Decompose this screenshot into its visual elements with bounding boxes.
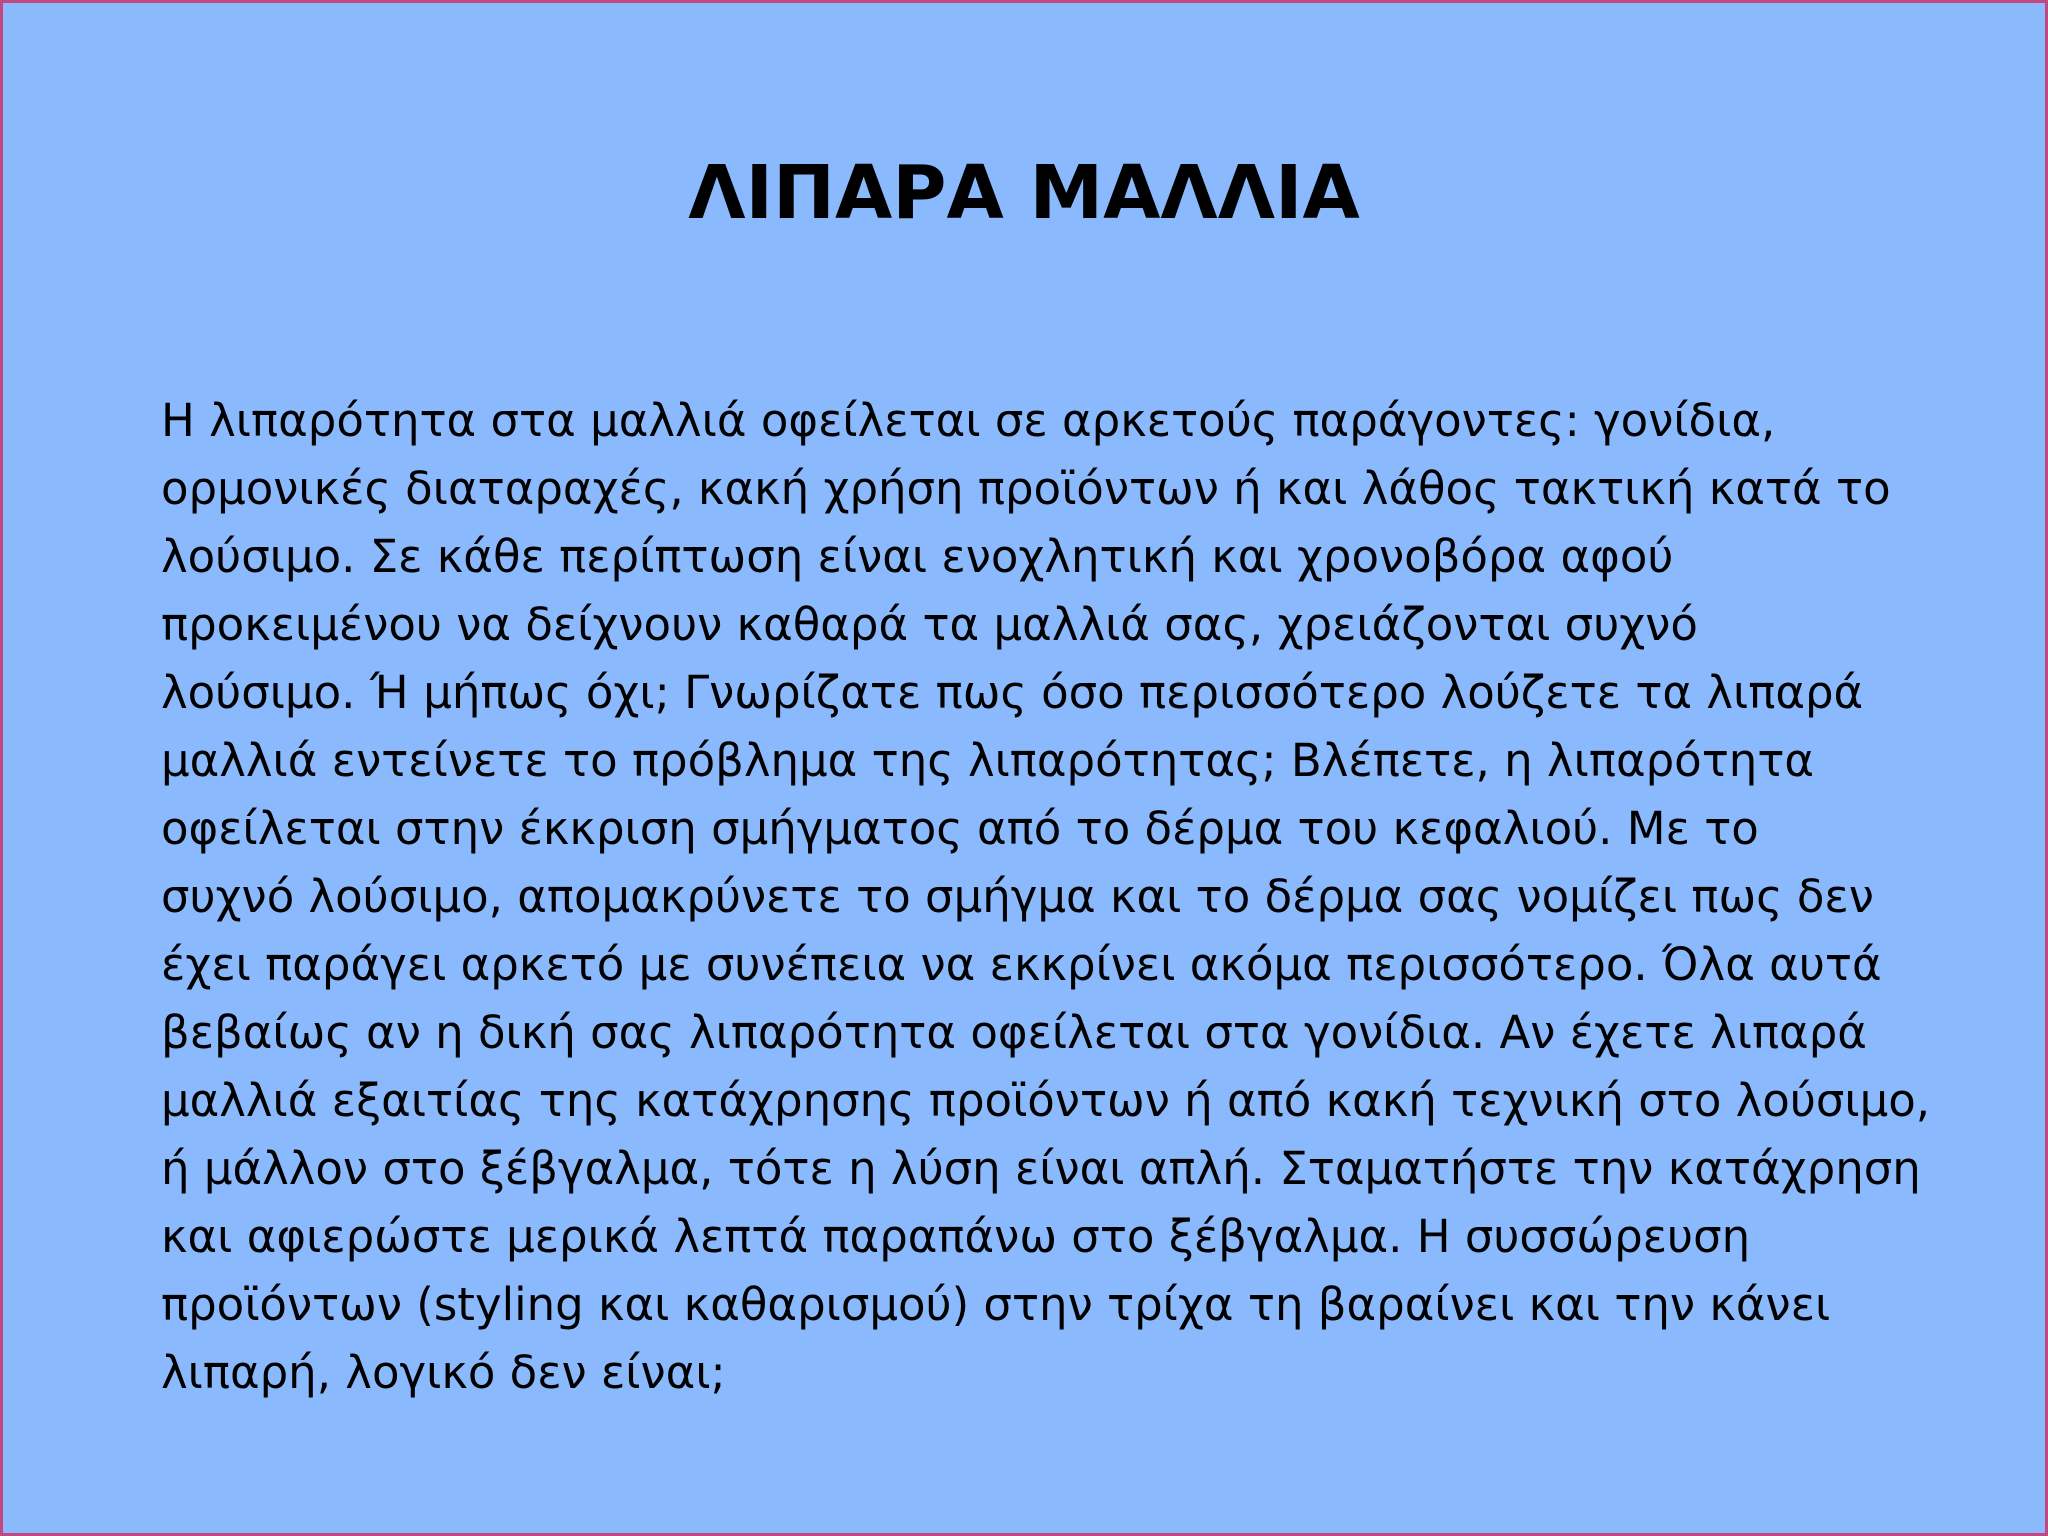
- body-line: και αφιερώστε μερικά λεπτά παραπάνω στο ξέβγαλμα. Η συσσώρευση: [161, 1210, 1751, 1263]
- body-line: ή μάλλον στο ξέβγαλμα, τότε η λύση είναι απλή. Σταματήστε την κατάχρηση: [161, 1142, 1921, 1195]
- body-line: μαλλιά εξαιτίας της κατάχρησης προϊόντων ή από κακή τεχνική στο λούσιμο,: [161, 1074, 1931, 1127]
- body-line: οφείλεται στην έκκριση σμήγματος από το δέρμα του κεφαλιού. Με το: [161, 802, 1759, 855]
- body-line: βεβαίως αν η δική σας λιπαρότητα οφείλεται στα γονίδια. Αν έχετε λιπαρά: [161, 1006, 1867, 1059]
- body-line: λούσιμο. Ή μήπως όχι; Γνωρίζατε πως όσο περισσότερο λούζετε τα λιπαρά: [161, 666, 1864, 719]
- body-line: λιπαρή, λογικό δεν είναι;: [161, 1346, 726, 1399]
- body-line: προκειμένου να δείχνουν καθαρά τα μαλλιά σας, χρειάζονται συχνό: [161, 598, 1698, 651]
- body-line: έχει παράγει αρκετό με συνέπεια να εκκρίνει ακόμα περισσότερο. Όλα αυτά: [161, 938, 1882, 991]
- body-line: μαλλιά εντείνετε το πρόβλημα της λιπαρότητας; Βλέπετε, η λιπαρότητα: [161, 734, 1815, 787]
- body-line: λούσιμο. Σε κάθε περίπτωση είναι ενοχλητική και χρονοβόρα αφού: [161, 530, 1674, 583]
- slide-title: ΛΙΠΑΡΑ ΜΑΛΛΙΑ: [688, 150, 1360, 236]
- body-line: συχνό λούσιμο, απομακρύνετε το σμήγμα και το δέρμα σας νομίζει πως δεν: [161, 870, 1874, 923]
- body-line: Η λιπαρότητα στα μαλλιά οφείλεται σε αρκετούς παράγοντες: γονίδια,: [161, 394, 1776, 447]
- slide: [3, 3, 2045, 1533]
- slide-body-text: [161, 387, 1951, 1407]
- body-line: προϊόντων (styling και καθαρισμού) στην τρίχα τη βαραίνει και την κάνει: [161, 1278, 1831, 1331]
- body-line: ορμονικές διαταραχές, κακή χρήση προϊόντων ή και λάθος τακτική κατά το: [161, 462, 1891, 515]
